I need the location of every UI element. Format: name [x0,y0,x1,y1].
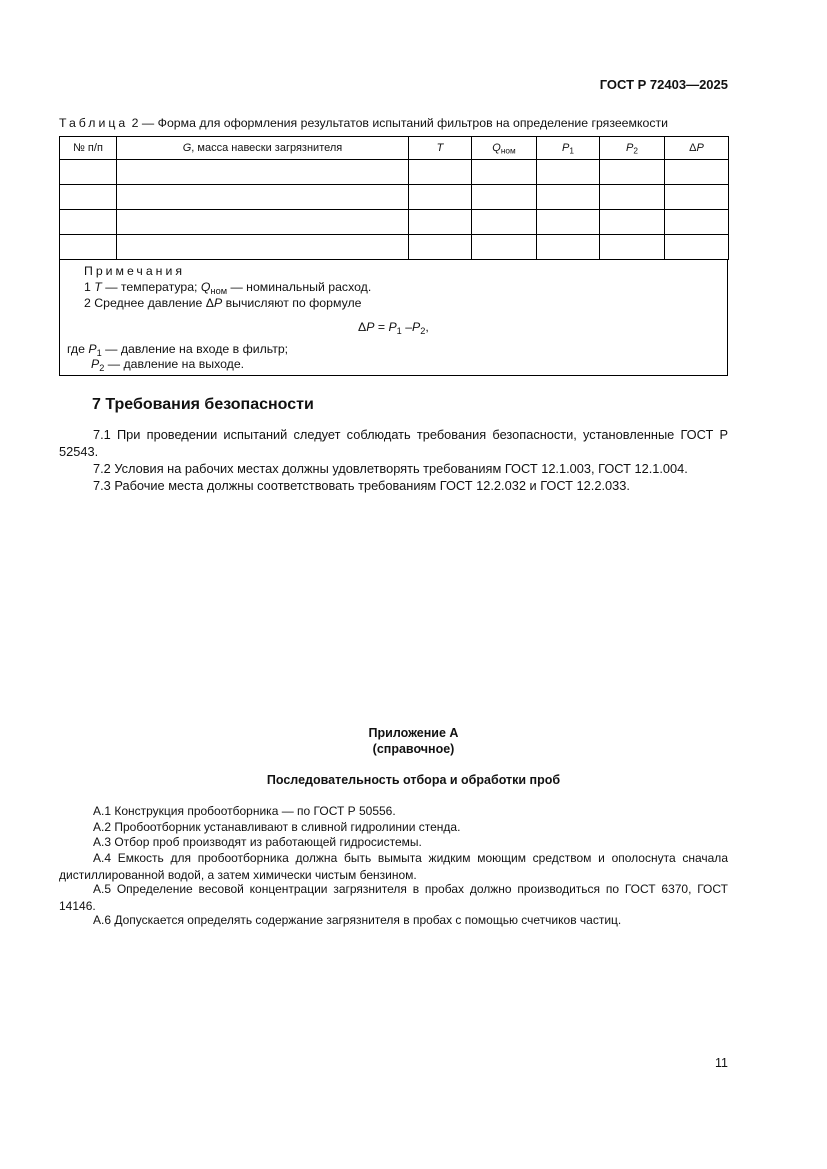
appendix-label: Приложение А [368,726,459,740]
where-p1-symbol: P [88,342,97,356]
results-table [59,136,729,260]
col-header-p2 [600,137,665,160]
appendix-item-a6: А.6 Допускается определять содержание загрязнителя в пробах с помощью счетчиков частиц. [93,913,622,927]
table-header-row [60,137,729,160]
table-cell [537,185,600,210]
table-caption-text: 2 — Форма для оформления результатов испытаний фильтров на определение грязеемкости [128,116,668,130]
t-symbol: T [436,142,444,154]
table-cell [60,235,117,260]
table-cell [60,160,117,185]
section-7-title: 7 Требования безопасности [92,396,314,413]
formula-equals: = [374,320,389,334]
table-cell [117,210,409,235]
page-number: 11 [715,1056,728,1070]
table-row [60,210,729,235]
col-header-number: № п/п [60,137,117,160]
document-code-header: ГОСТ Р 72403—2025 [599,77,728,92]
table-cell [665,235,729,260]
mass-label: , масса навески загрязнителя [191,142,343,154]
formula [358,320,429,334]
appendix-item-a5: А.5 Определение весовой концентрации загрязнителя в пробах должно производиться по ГОСТ 6370, ГОСТ 14146. [59,882,728,913]
section-7-paragraph-3: 7.3 Рабочие места должны соответствовать требованиям ГОСТ 12.2.032 и ГОСТ 12.2.033. [93,478,630,493]
table-row [60,160,729,185]
table-cell [600,235,665,260]
p1-subscript: 1 [569,146,574,156]
p1-symbol: P [562,142,570,154]
table-cell [472,235,537,260]
table-cell [472,185,537,210]
table-cell [600,210,665,235]
note-1-q-subscript: ном [210,285,228,296]
p2-symbol: P [626,142,634,154]
formula-p2-subscript: 2 [420,325,426,336]
where-p2 [91,357,244,371]
table-cell [409,210,472,235]
where-p2-text: — давление на выходе. [104,357,245,371]
appendix-title: Последовательность отбора и обработки проб [266,773,561,787]
formula-p: P [366,320,375,334]
appendix-item-a1: А.1 Конструкция пробоотборника — по ГОСТ Р 50556. [93,804,396,818]
q-subscript: ном [500,146,516,156]
formula-p1-subscript: 1 [396,325,402,336]
table-cell [117,235,409,260]
table-caption-label: Таблица [59,116,129,130]
where-p2-subscript: 2 [99,362,105,373]
formula-minus: – [401,320,413,334]
table-cell [472,210,537,235]
note-1-number: 1 [84,280,95,294]
table-cell [409,185,472,210]
table-cell [60,210,117,235]
table-cell [117,185,409,210]
where-p2-symbol: P [91,357,100,371]
dp-symbol: P [696,142,704,154]
formula-delta: Δ [358,320,367,334]
col-header-temperature [409,137,472,160]
table-cell [665,160,729,185]
formula-p2: P [412,320,421,334]
table-notes [59,260,728,376]
section-7-paragraph-1: 7.1 При проведении испытаний следует соблюдать требования безопасности, установленные ГОСТ Р 52543. [59,427,728,459]
table-cell [600,185,665,210]
note-1-text-a: — температура; [101,280,201,294]
formula-comma: , [425,320,429,334]
note-1-t: T [94,280,102,294]
note-2-text-b: вычисляют по формуле [222,296,362,310]
col-header-flow [472,137,537,160]
where-p1-subscript: 1 [96,347,102,358]
where-prefix: где [67,342,89,356]
appendix-item-a3: А.3 Отбор проб производят из работающей гидросистемы. [93,835,422,849]
section-7-paragraph-2: 7.2 Условия на рабочих местах должны удовлетворять требованиям ГОСТ 12.1.003, ГОСТ 12.1.004. [93,461,688,476]
col-header-delta-p [665,137,729,160]
note-2 [84,296,361,310]
g-symbol: G [182,142,192,154]
table-cell [537,160,600,185]
formula-p1: P [388,320,397,334]
table-cell [665,185,729,210]
notes-title: Примечания [84,264,185,278]
appendix-item-a2: А.2 Пробоотборник устанавливают в сливной гидролинии стенда. [93,820,461,834]
note-2-p: P [214,296,223,310]
col-header-mass [117,137,409,160]
appendix-kind: (справочное) [372,742,455,756]
col-header-p1 [537,137,600,160]
delta-symbol: Δ [689,142,697,154]
table-row [60,235,729,260]
note-1 [84,280,371,294]
note-2-text-a: 2 Среднее давление Δ [84,296,215,310]
table-cell [409,160,472,185]
q-symbol: Q [492,142,501,154]
note-1-text-b: — номинальный расход. [227,280,372,294]
table-cell [537,235,600,260]
table-row [60,185,729,210]
where-p1-text: — давление на входе в фильтр; [101,342,289,356]
where-p1 [67,342,288,356]
appendix-item-a4: А.4 Емкость для пробоотборника должна быть вымыта жидким моющим средством и ополоснута сначала дистиллированной водой, а затем химически чистым бензином. [59,851,728,882]
table-cell [537,210,600,235]
table-cell [60,185,117,210]
table-cell [117,160,409,185]
table-cell [409,235,472,260]
table-cell [472,160,537,185]
table-cell [600,160,665,185]
p2-subscript: 2 [633,146,638,156]
table-caption [59,116,668,130]
note-1-q: Q [200,280,211,294]
table-cell [665,210,729,235]
